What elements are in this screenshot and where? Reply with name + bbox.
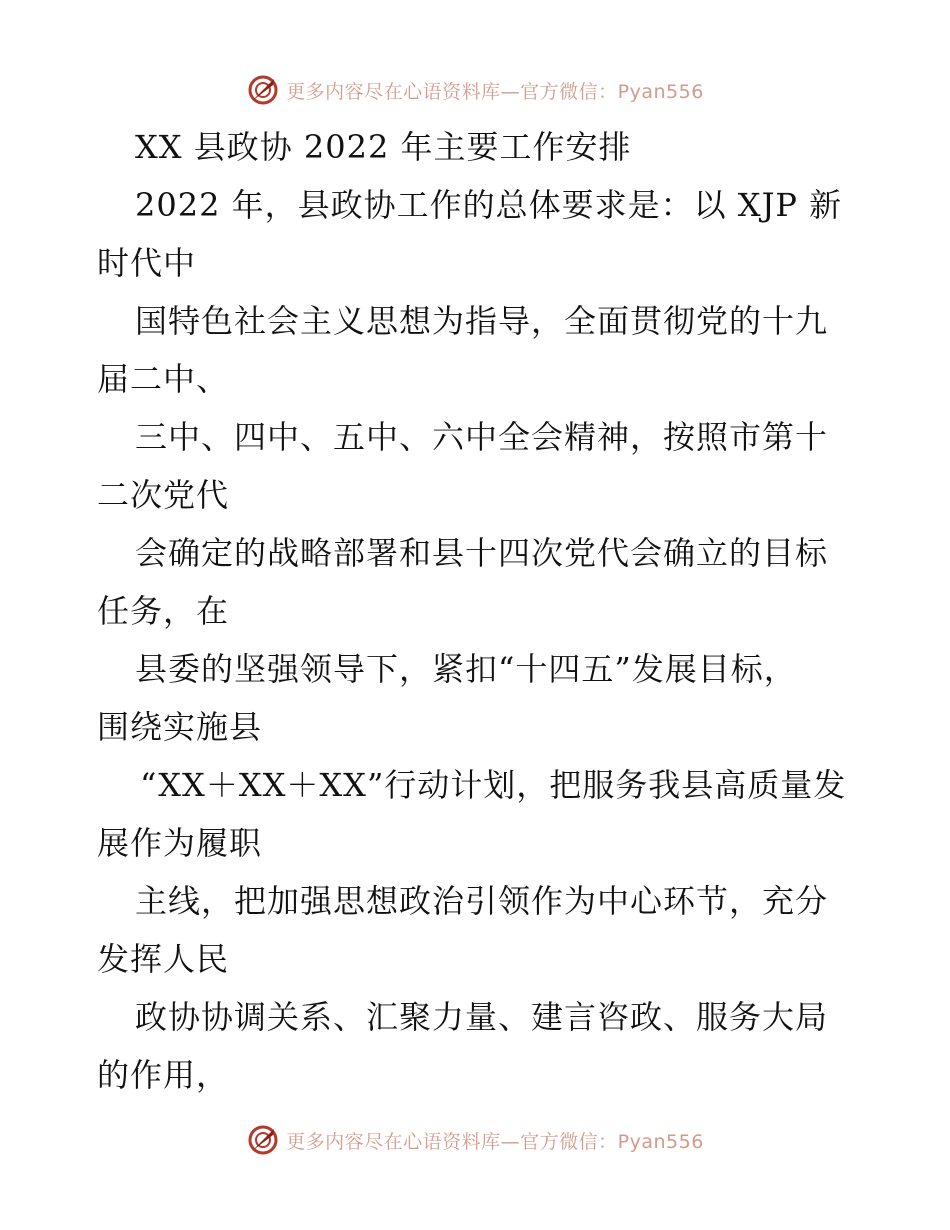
body-line: 二次党代 xyxy=(97,476,230,514)
body-line: 政协协调关系、汇聚力量、建言咨政、服务大局 xyxy=(135,998,829,1036)
body-line: “XX＋XX＋XX”行动计划，把服务我县高质量发 xyxy=(140,766,847,804)
body-line: 会确定的战略部署和县十四次党代会确立的目标 xyxy=(135,534,829,572)
body-line: 届二中、 xyxy=(97,360,230,398)
body-line: 县委的坚强领导下，紧扣“十四五”发展目标， xyxy=(135,650,797,688)
body-line: 三中、四中、五中、六中全会精神，按照市第十 xyxy=(135,418,829,456)
watermark-text-top: 更多内容尽在心语资料库—官方微信：Pyan556 xyxy=(286,80,704,103)
body-line: 2022 年，县政协工作的总体要求是：以 XJP 新 xyxy=(135,186,843,224)
body-line: 国特色社会主义思想为指导，全面贯彻党的十九 xyxy=(135,302,829,340)
watermark-text-bottom: 更多内容尽在心语资料库—官方微信：Pyan556 xyxy=(286,1130,704,1153)
quill-seal-icon xyxy=(246,1123,280,1157)
document-title: XX 县政协 2022 年主要工作安排 xyxy=(135,128,632,166)
watermark-banner-bottom xyxy=(0,1120,950,1160)
body-line: 任务，在 xyxy=(97,592,230,630)
body-line: 的作用， xyxy=(97,1056,230,1094)
quill-seal-icon xyxy=(246,73,280,107)
body-line: 展作为履职 xyxy=(97,824,263,862)
body-line: 发挥人民 xyxy=(97,940,230,978)
body-line: 围绕实施县 xyxy=(97,708,263,746)
watermark-banner-top xyxy=(0,70,950,110)
body-line: 主线，把加强思想政治引领作为中心环节，充分 xyxy=(135,882,829,920)
body-line: 时代中 xyxy=(97,244,197,282)
